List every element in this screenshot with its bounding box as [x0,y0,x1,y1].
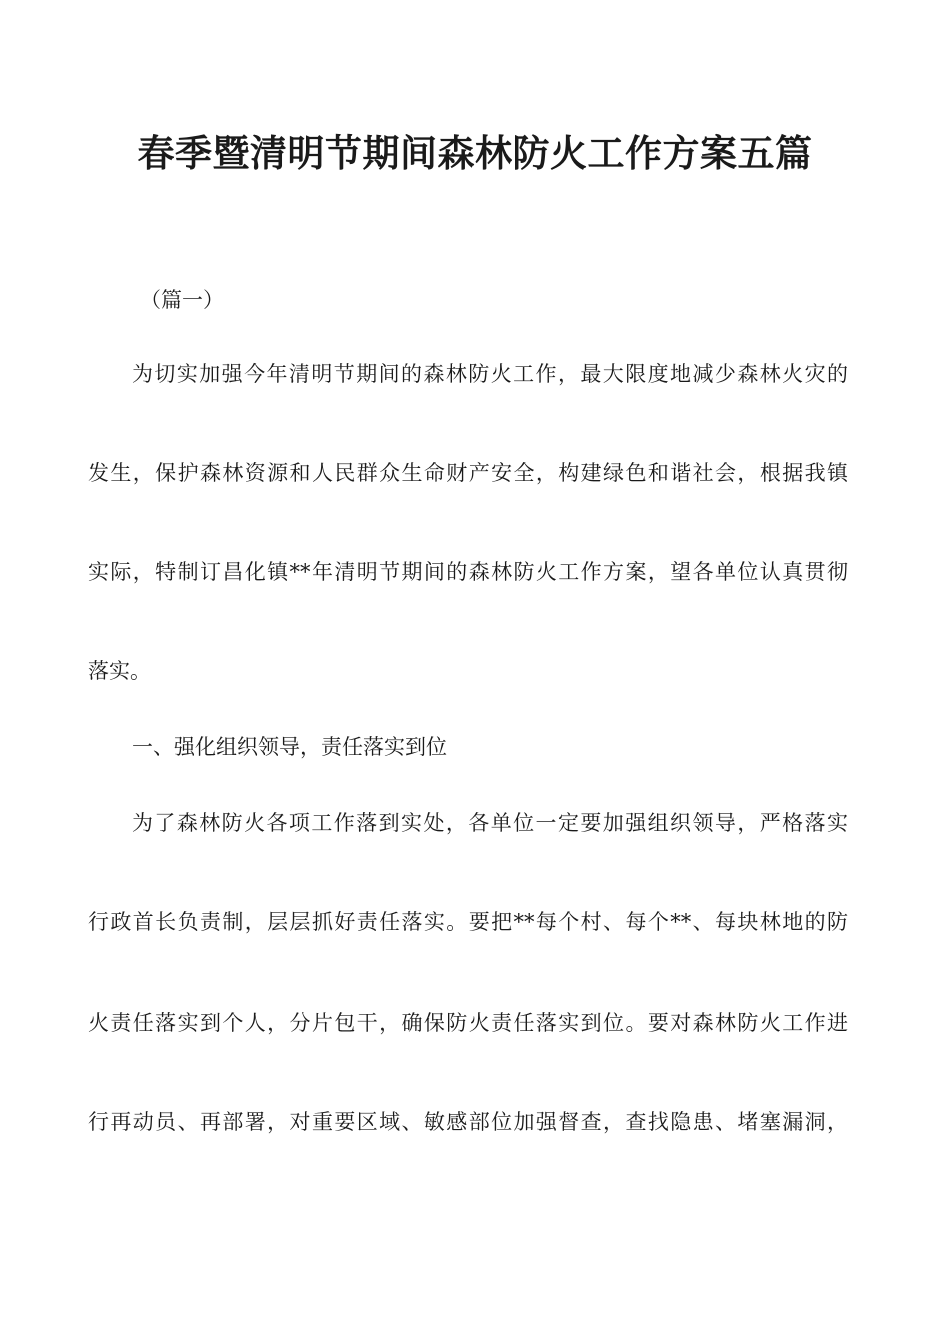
paragraph-line: 行政首长负责制，层层抓好责任落实。要把**每个村、每个**、每块林地的防 [88,910,848,934]
paragraph-line: 行再动员、再部署，对重要区域、敏感部位加强督查，查找隐患、堵塞漏洞， [88,1110,848,1134]
paragraph-line: 为了森林防火各项工作落到实处，各单位一定要加强组织领导，严格落实 [132,811,848,835]
paragraph-line: 实际，特制订昌化镇**年清明节期间的森林防火工作方案，望各单位认真贯彻 [88,560,848,584]
paragraph-line: 火责任落实到个人，分片包干，确保防火责任落实到位。要对森林防火工作进 [88,1011,848,1035]
section-heading: 一、强化组织领导，责任落实到位 [132,735,447,759]
paragraph-line: 发生，保护森林资源和人民群众生命财产安全，构建绿色和谐社会，根据我镇 [88,461,848,485]
section-label: （篇一） [140,288,224,312]
paragraph-line: 落实。 [88,659,151,683]
paragraph-line: 为切实加强今年清明节期间的森林防火工作，最大限度地减少森林火灾的 [132,362,848,386]
document-title: 春季暨清明节期间森林防火工作方案五篇 [137,132,813,175]
